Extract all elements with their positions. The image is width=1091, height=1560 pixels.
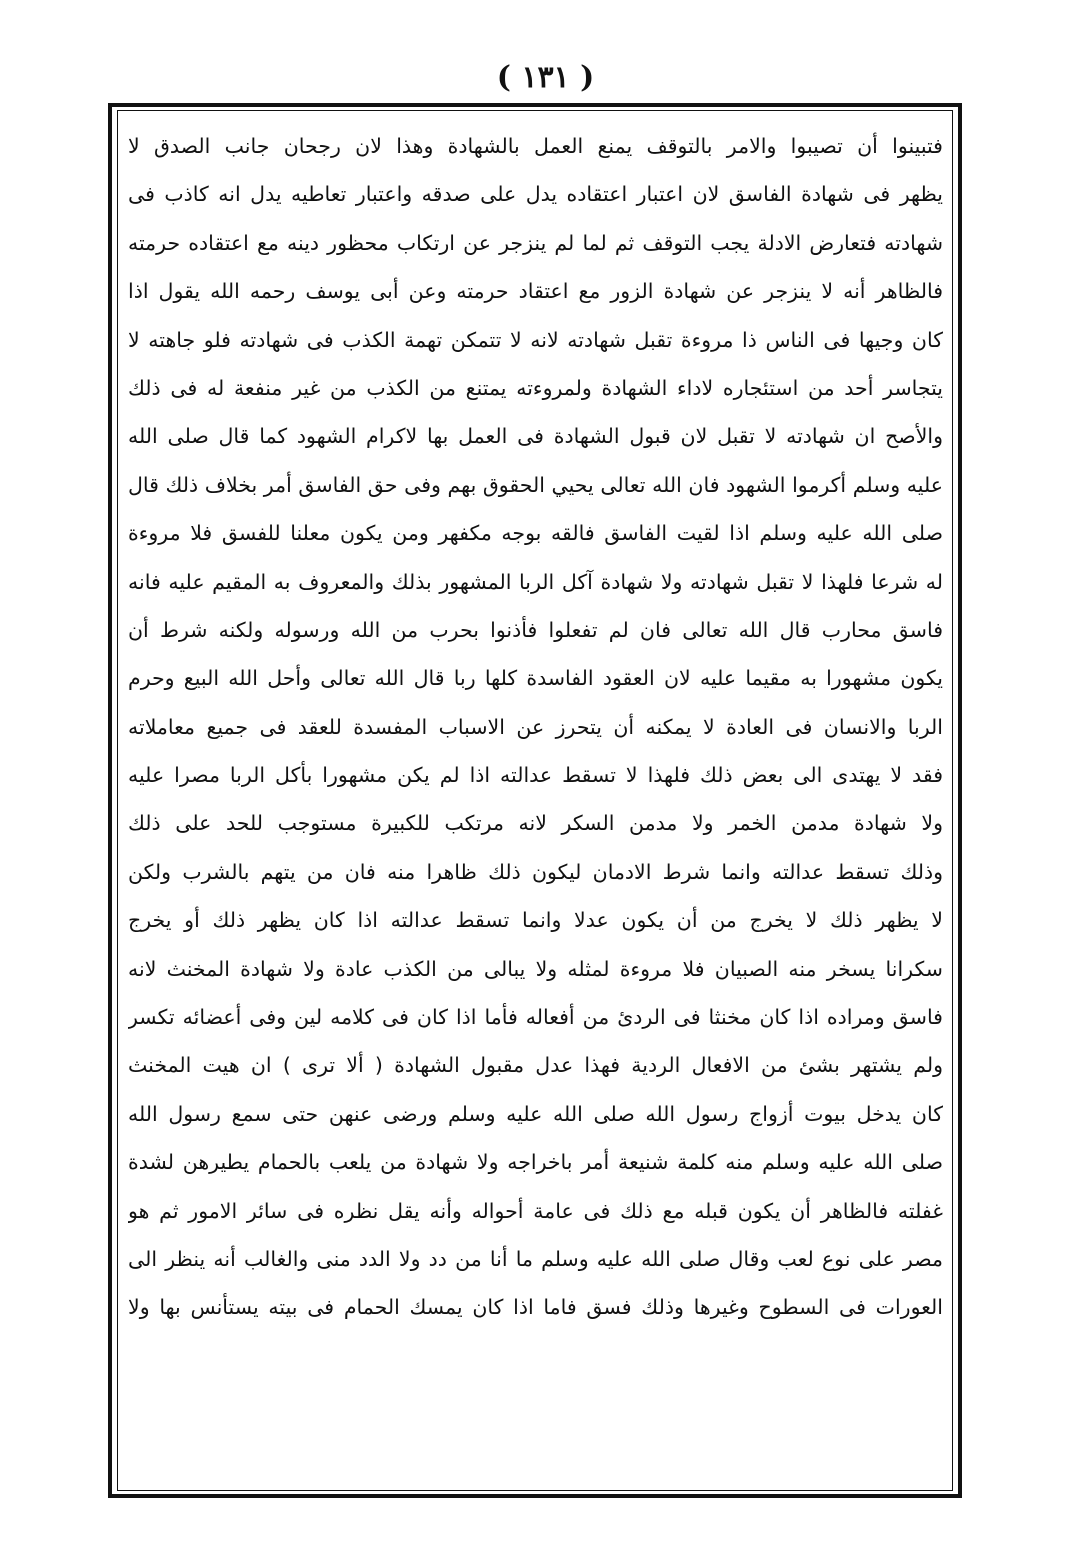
text-body	[128, 122, 943, 1484]
text-line: غفلته فالظاهر أن يكون قبله مع ذلك فى عامة أحواله وأنه يقل نظره فى سائر الامور ثم هو	[128, 1198, 943, 1223]
text-line: سكرانا يسخر منه الصبيان فلا مروءة لمثله ولا يبالى من الكذب عادة ولا شهادة المخنث لانه	[128, 956, 943, 981]
text-line: ولا شهادة مدمن الخمر ولا مدمن السكر لانه مرتكب للكبيرة مستوجب للحد على ذلك	[128, 811, 943, 836]
text-line: العورات فى السطوح وغيرها وذلك فسق فاما اذا كان يمسك الحمام فى بيته يستأنس بها ولا	[128, 1295, 943, 1320]
text-line: فاسق ومراده اذا كان مخنثا فى الردئ من أفعاله فأما اذا كان فى كلامه لين وفى أعضائه تكسر	[128, 1005, 943, 1030]
page-number: ( ١٣١ )	[496, 60, 595, 95]
text-line: يتجاسر أحد من استئجاره لاداء الشهادة ولمروءته يمتنع من الكذب من غير منفعة له فى ذلك	[128, 375, 943, 400]
text-line: شهادته فتعارض الادلة يجب التوقف ثم لما لم ينزجر عن ارتكاب محظور دينه مع اعتقاده حرمته	[128, 230, 943, 255]
text-line: كان يدخل بيوت أزواج رسول الله صلى الله عليه وسلم ورضى عنهن حتى سمع رسول الله	[128, 1101, 943, 1126]
text-line: فاسق محارب قال الله تعالى فان لم تفعلوا فأذنوا بحرب من الله ورسوله ولكنه شرط أن	[128, 617, 943, 642]
text-line: يظهر فى شهادة الفاسق لان اعتبار اعتقاده يدل على صدقه واعتبار تعاطيه يدل انه كاذب فى	[128, 182, 943, 207]
text-line: والأصح ان شهادته لا تقبل لان قبول الشهادة فى العمل بها لاكرام الشهود كما قال صلى الله	[128, 424, 943, 449]
text-line: صلى الله عليه وسلم اذا لقيت الفاسق فالقه بوجه مكفهر ومن يكون معلنا للفسق فلا مروءة	[128, 521, 943, 546]
text-line: الربا والانسان فى العادة لا يمكنه أن يتحرز عن الاسباب المفسدة للعقد فى جميع معاملاته	[128, 714, 943, 739]
text-line: ولم يشتهر بشئ من الافعال الردية فهذا عدل مقبول الشهادة ( ألا ترى ) ان هيت المخنث	[128, 1053, 943, 1078]
text-line: عليه وسلم أكرموا الشهود فان الله تعالى يحيي الحقوق بهم وفى حق الفاسق أمر بخلاف ذلك قال	[128, 472, 943, 497]
text-line: فتبينوا أن تصيبوا والامر بالتوقف يمنع العمل بالشهادة وهذا لان رجحان جانب الصدق لا	[128, 134, 943, 158]
text-line: صلى الله عليه وسلم منه كلمة شنيعة أمر باخراجه ولا شهادة من يلعب بالحمام يطيرهن لشدة	[128, 1150, 943, 1175]
text-line: يكون مشهورا به مقيما عليه لان العقود الفاسدة كلها ربا قال الله تعالى وأحل الله البيع وحرم	[128, 666, 943, 691]
text-line: فالظاهر أنه لا ينزجر عن شهادة الزور مع اعتقاد حرمته وعن أبى يوسف رحمه الله يقول اذا	[128, 279, 943, 304]
text-line: كان وجيها فى الناس ذا مروءة تقبل شهادته لانه لا تتمكن تهمة الكذب فى شهادته فلو جاهته لا	[128, 327, 943, 352]
text-line: لا يظهر ذلك لا يخرج من أن يكون عدلا وانما تسقط عدالته اذا كان يظهر ذلك أو يخرج	[128, 908, 943, 933]
text-line: فقد لا يهتدى الى بعض ذلك فلهذا لا تسقط عدالته اذا لم يكن مشهورا بأكل الربا مصرا عليه	[128, 763, 943, 788]
text-line: وذلك تسقط عدالته وانما شرط الادمان ليكون ذلك ظاهرا منه فان من يتهم بالشرب ولكن	[128, 859, 943, 884]
text-line: له شرعا فلهذا لا تقبل شهادته ولا شهادة آكل الربا المشهور بذلك والمعروف به المقيم عليه فانه	[128, 569, 943, 594]
text-line: مصر على نوع لعب وقال صلى الله عليه وسلم ما أنا من دد ولا الدد منى والغالب أنه ينظر الى	[128, 1246, 943, 1271]
